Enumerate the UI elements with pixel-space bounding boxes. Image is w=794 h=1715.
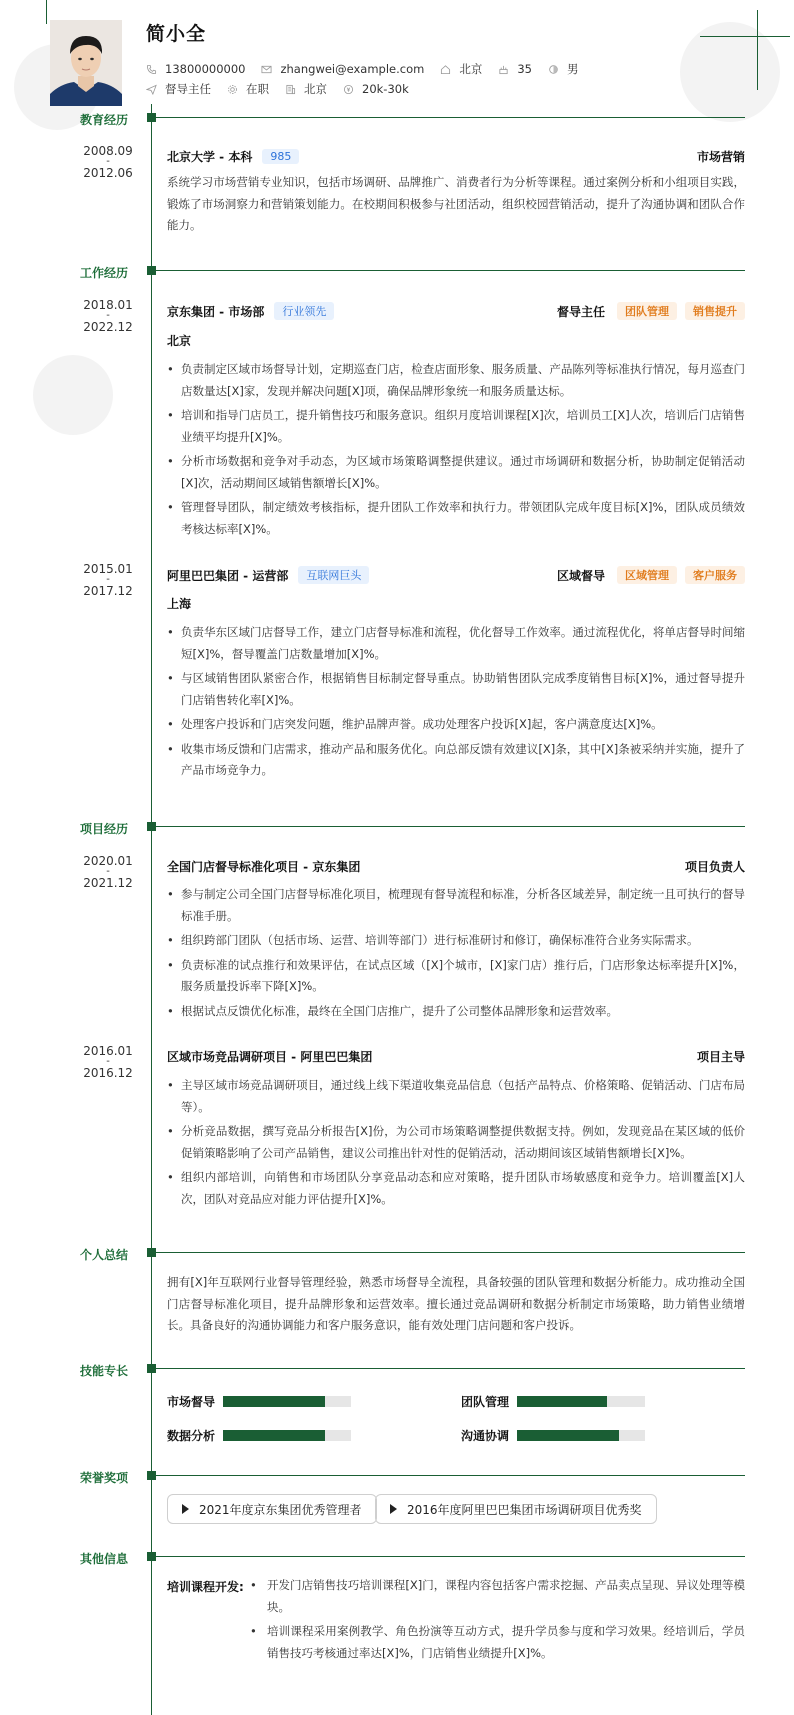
- section-divider: [156, 117, 745, 118]
- date-end: 2016.12: [83, 1066, 133, 1080]
- work-bullets: [167, 359, 745, 543]
- skill-bar: [223, 1430, 351, 1441]
- skill-item: [167, 1393, 351, 1410]
- list-item: • 开发门店销售技巧培训课程[X]门，课程内容包括客户需求挖掘、产品卖点呈现、异议处理等模块。: [250, 1575, 745, 1618]
- skill-tag: 客户服务: [685, 566, 745, 584]
- section-divider: [156, 1252, 745, 1253]
- list-item: • 分析竞品数据，撰写竞品分析报告[X]份，为公司市场策略调整提供数据支持。例如，发现竞品在某区域的低价促销策略影响了公司产品销售，建议公司推出针对性的促销活动，活动期间该区域销售额增长[X]%。: [167, 1121, 745, 1164]
- gear-icon: [227, 84, 238, 95]
- section-title-skills: 技能专长: [80, 1364, 129, 1378]
- skill-name: 市场督导: [167, 1395, 216, 1409]
- money-icon: [343, 84, 354, 95]
- project-entry-header: [167, 1048, 745, 1065]
- status-text: 在职: [246, 82, 269, 96]
- section-node: [147, 113, 156, 122]
- skill-name: 团队管理: [461, 1395, 510, 1409]
- section-divider: [156, 1475, 745, 1476]
- section-title-honors: 荣誉奖项: [80, 1471, 129, 1485]
- cake-icon: [498, 64, 509, 75]
- avatar: [50, 20, 122, 106]
- list-item: • 处理客户投诉和门店突发问题，维护品牌声誉。成功处理客户投诉[X]起，客户满意度达[X]%。: [167, 714, 745, 736]
- company-tag: 行业领先: [274, 302, 334, 320]
- date-start: 2016.01: [83, 1044, 133, 1058]
- list-item: • 组织内部培训，向销售和市场团队分享竞品动态和应对策略，提升团队市场敏感度和竞争力。培训覆盖[X]人次，团队对竞品应对能力评估提升[X]%。: [167, 1167, 745, 1210]
- date-start: 2015.01: [83, 562, 133, 576]
- section-node: [147, 1471, 156, 1480]
- contact-row: [146, 61, 594, 77]
- other-label: 培训课程开发:: [167, 1580, 244, 1594]
- section-node: [147, 1552, 156, 1561]
- date-end: 2022.12: [83, 320, 133, 334]
- location-text: 北京: [459, 62, 483, 76]
- age-text: 35: [517, 62, 532, 76]
- work-entry-header: [167, 302, 745, 320]
- list-item: • 收集市场反馈和门店需求，推动产品和服务优化。向总部反馈有效建议[X]条，其中[X]条被采纳并实施，提升了产品市场竞争力。: [167, 739, 745, 782]
- work-date: 2018.01 - 2022.12: [83, 298, 133, 334]
- section-divider: [156, 270, 745, 271]
- skill-bar: [517, 1430, 645, 1441]
- list-item: • 主导区域市场竞品调研项目，通过线上线下渠道收集竞品信息（包括产品特点、价格策略、促销活动、门店布局等）。: [167, 1075, 745, 1118]
- gender-icon: [548, 64, 559, 75]
- project-date: 2020.01 - 2021.12: [83, 854, 133, 890]
- skill-bar: [517, 1396, 645, 1407]
- job-role-group: [557, 566, 745, 584]
- email-text: zhangwei@example.com: [280, 62, 425, 76]
- list-item: • 培训课程采用案例教学、角色扮演等互动方式，提升学员参与度和学习效果。经培训后，学员销售技巧考核通过率达[X]%，门店销售业绩提升[X]%。: [250, 1621, 745, 1664]
- phone-info: [146, 62, 245, 76]
- decor-circle: [33, 355, 113, 435]
- edu-entry-header: [167, 148, 745, 165]
- skill-level-fill: [223, 1430, 325, 1441]
- location-info: [440, 61, 482, 77]
- section-title-other: 其他信息: [80, 1552, 129, 1566]
- home-icon: [440, 64, 451, 75]
- project-role: 项目负责人: [684, 860, 745, 874]
- list-item: • 负责华东区域门店督导工作，建立门店督导标准和流程，优化督导工作效率。通过流程优化，将单店督导时间缩短[X]%，督导覆盖门店数量增加[X]%。: [167, 622, 745, 665]
- candidate-name: 简小全: [146, 23, 207, 45]
- edu-description: 系统学习市场营销专业知识，包括市场调研、品牌推广、消费者行为分析等课程。通过案例分析和小组项目实践，锻炼了市场洞察力和营销策划能力。在校期间积极参与社团活动，组织校园营销活动，提升了沟通协调和团队合作能力。: [167, 175, 745, 232]
- other-bullets: [250, 1575, 745, 1667]
- list-item: • 负责标准的试点推行和效果评估，在试点区域（[X]个城市，[X]家门店）推行后，门店形象达标率提升[X]%，服务质量投诉率下降[X]%。: [167, 955, 745, 998]
- list-item: • 负责制定区域市场督导计划，定期巡查门店，检查店面形象、服务质量、产品陈列等标准执行情况，每月巡查门店数量达[X]家，发现并解决问题[X]项，确保品牌形象统一和服务质量达标。: [167, 359, 745, 402]
- work-date: 2015.01 - 2017.12: [83, 562, 133, 598]
- skill-level-fill: [223, 1396, 325, 1407]
- company-tag: 互联网巨头: [298, 566, 369, 584]
- section-node: [147, 266, 156, 275]
- send-icon: [146, 84, 157, 95]
- skill-bar: [223, 1396, 351, 1407]
- gender-info: [548, 61, 579, 77]
- decor-line: [46, 0, 47, 24]
- section-title-summary: 个人总结: [80, 1248, 129, 1262]
- list-item: • 分析市场数据和竞争对手动态，为区域市场策略调整提供建议。通过市场调研和数据分析，协助制定促销活动[X]次，活动期间区域销售额增长[X]%。: [167, 451, 745, 494]
- work-entry-header: [167, 566, 745, 584]
- award-item: [375, 1494, 657, 1524]
- project-role: 项目主导: [696, 1050, 745, 1064]
- project-bullets: [167, 884, 745, 1025]
- project-bullets: [167, 1075, 745, 1213]
- age-info: [498, 62, 532, 76]
- list-item: • 管理督导团队，制定绩效考核指标，提升团队工作效率和执行力。带领团队完成年度目标[X]%，团队成员绩效考核达标率[X]%。: [167, 497, 745, 540]
- award-text: 2016年度阿里巴巴集团市场调研项目优秀奖: [407, 1502, 642, 1517]
- section-node: [147, 1248, 156, 1257]
- list-item: • 培训和指导门店员工，提升销售技巧和服务意识。组织月度培训课程[X]次，培训员工[X]人次，培训后门店销售业绩平均提升[X]%。: [167, 405, 745, 448]
- project-name: 区域市场竞品调研项目 - 阿里巴巴集团: [167, 1050, 373, 1064]
- date-start: 2020.01: [83, 854, 133, 868]
- major: 市场营销: [696, 150, 745, 164]
- job-role: 督导主任: [556, 304, 605, 319]
- skill-item: [461, 1427, 645, 1444]
- target-city-text: 北京: [304, 82, 327, 96]
- school-name: 北京大学 - 本科: [167, 150, 253, 164]
- date-start: 2008.09: [83, 144, 133, 158]
- play-icon: [390, 1504, 397, 1514]
- list-item: • 组织跨部门团队（包括市场、运营、培训等部门）进行标准研讨和修订，确保标准符合业务实际需求。: [167, 930, 745, 952]
- section-title-work: 工作经历: [80, 266, 129, 280]
- mail-icon: [261, 64, 272, 75]
- section-title-education: 教育经历: [80, 113, 129, 127]
- play-icon: [182, 1504, 189, 1514]
- company-name: 京东集团 - 市场部: [167, 304, 265, 319]
- edu-date: 2008.09 - 2012.06: [83, 144, 133, 180]
- list-item: • 参与制定公司全国门店督导标准化项目，梳理现有督导流程和标准，分析各区域差异，制定统一且可执行的督导标准手册。: [167, 884, 745, 927]
- section-divider: [156, 1556, 745, 1557]
- skill-tag: 团队管理: [617, 302, 677, 320]
- skill-level-fill: [517, 1396, 607, 1407]
- phone-text: 13800000000: [165, 62, 246, 76]
- decor-line: [700, 36, 790, 37]
- school-tag: 985: [262, 149, 299, 164]
- skill-item: [461, 1393, 645, 1410]
- decor-line: [757, 10, 758, 90]
- project-date: 2016.01 - 2016.12: [83, 1044, 133, 1080]
- job-role-group: [557, 302, 745, 320]
- work-city: 上海: [167, 597, 192, 611]
- list-item: • 与区域销售团队紧密合作，根据销售目标制定督导重点。协助销售团队完成季度销售目标[X]%，通过督导提升门店销售转化率[X]%。: [167, 668, 745, 711]
- gender-text: 男: [566, 62, 579, 76]
- section-divider: [156, 1368, 745, 1369]
- section-divider: [156, 826, 745, 827]
- work-bullets: [167, 622, 745, 785]
- award-item: [167, 1494, 377, 1524]
- list-item: • 根据试点反馈优化标准，最终在全国门店推广，提升了公司整体品牌形象和运营效率。: [167, 1001, 745, 1023]
- section-node: [147, 1364, 156, 1373]
- date-start: 2018.01: [83, 298, 133, 312]
- job-role: 区域督导: [556, 568, 605, 583]
- salary-info: [343, 82, 409, 96]
- status-info: [227, 81, 269, 97]
- phone-icon: [146, 64, 157, 75]
- skill-item: [167, 1427, 351, 1444]
- email-info: [261, 62, 424, 76]
- skill-tag: 销售提升: [685, 302, 745, 320]
- summary-text: 拥有[X]年互联网行业督导管理经验，熟悉市场督导全流程，具备较强的团队管理和数据分析能力。成功推动全国门店督导标准化项目，提升品牌形象和运营效率。擅长通过竞品调研和数据分析制定市场策略，助力销售业绩增长。具备良好的沟通协调能力和客户服务意识，能有效处理门店问题和客户投诉。: [167, 1275, 745, 1332]
- date-end: 2012.06: [83, 166, 133, 180]
- skill-tag: 区域管理: [617, 566, 677, 584]
- date-end: 2017.12: [83, 584, 133, 598]
- project-name: 全国门店督导标准化项目 - 京东集团: [167, 860, 361, 874]
- work-city: 北京: [167, 334, 192, 348]
- decor-circle: [680, 22, 780, 122]
- skill-name: 沟通协调: [461, 1429, 510, 1443]
- section-title-projects: 项目经历: [80, 822, 129, 836]
- target-city-info: [285, 81, 327, 97]
- award-text: 2021年度京东集团优秀管理者: [199, 1502, 362, 1517]
- job-intent-row: [146, 81, 425, 97]
- project-entry-header: [167, 858, 745, 875]
- salary-text: 20k-30k: [362, 82, 409, 96]
- company-name: 阿里巴巴集团 - 运营部: [167, 568, 289, 583]
- date-end: 2021.12: [83, 876, 133, 890]
- skill-level-fill: [517, 1430, 619, 1441]
- building-icon: [285, 84, 296, 95]
- section-node: [147, 822, 156, 831]
- position-info: [146, 81, 211, 97]
- position-text: 督导主任: [165, 82, 211, 96]
- skill-name: 数据分析: [167, 1429, 216, 1443]
